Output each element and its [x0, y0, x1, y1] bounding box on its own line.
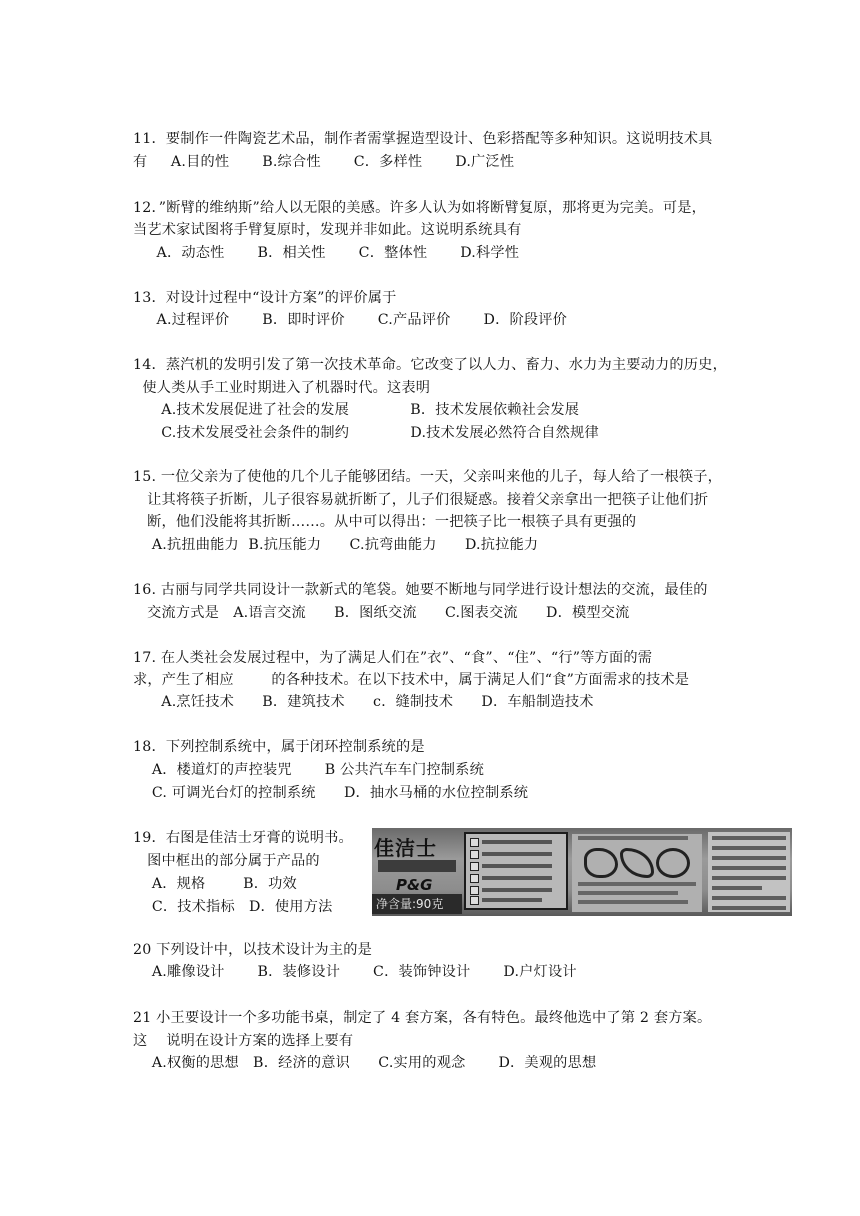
mouth-icon [656, 848, 690, 878]
q13-line-2: A.过程评价 B．即时评价 C.产品评价 D．阶段评价 [133, 312, 568, 328]
q16-line-1: 16. 古丽与同学共同设计一款新式的笔袋。她要不断地与同学进行设计想法的交流，最佳的 [133, 582, 708, 598]
brand-logo-text: 佳洁士 [374, 836, 437, 860]
q20-line-1: 20 下列设计中，以技术设计为主的是 [133, 942, 372, 958]
q15-line-1: 15. 一位父亲为了使他的几个儿子能够团结。一天，父亲叫来他的儿子，每人给了一根筷子， [133, 469, 722, 485]
q18-line-1: 18．下列控制系统中，属于闭环控制系统的是 [133, 739, 425, 755]
q20-line-2: A.雕像设计 B．装修设计 C．装饰钟设计 D.户灯设计 [133, 964, 577, 980]
net-weight-text: 净含量:90克 [372, 894, 462, 914]
ingredients-text-block [708, 832, 790, 912]
q21-line-1: 21 小王要设计一个多功能书桌，制定了 4 套方案，各有特色。最终他选中了第 2 套方案。 [133, 1010, 712, 1026]
q12-line-3: A．动态性 B．相关性 C．整体性 D.科学性 [133, 245, 520, 261]
q17-line-1: 17. 在人类社会发展过程中，为了满足人们在”衣”、“食”、“住”、“行”等方面的需 [133, 650, 653, 666]
q14-line-2: 使人类从手工业时期进入了机器时代。这表明 [133, 380, 431, 396]
q14-line-3: A.技术发展促进了社会的发展 B．技术发展依赖社会发展 [133, 402, 580, 418]
q14-line-1: 14．蒸汽机的发明引发了第一次技术革命。它改变了以人力、畜力、水力为主要动力的历史， [133, 357, 727, 373]
q21-line-3: A.权衡的思想 B．经济的意识 C.实用的观念 D．美观的思想 [133, 1055, 597, 1071]
q18-line-2: A．楼道灯的声控装咒 B 公共汽车车门控制系统 [133, 762, 484, 778]
q21-line-2: 这 说明在设计方案的选择上要有 [133, 1033, 354, 1049]
q18-line-3: C. 可调光台灯的控制系统 D．抽水马桶的水位控制系统 [133, 785, 529, 801]
q19-line-1: 19．右图是佳洁士牙膏的说明书。 [133, 830, 353, 846]
tooth-icon [584, 848, 618, 878]
q19-line-3: A．规格 B．功效 [133, 876, 297, 892]
toothpaste-label-image [372, 828, 792, 916]
pg-logo: P&G [396, 876, 433, 894]
q19-line-4: C．技术指标 D．使用方法 [133, 899, 333, 915]
q15-line-4: A.抗扭曲能力 B.抗压能力 C.抗弯曲能力 D.抗拉能力 [133, 537, 539, 553]
q12-line-2: 当艺术家试图将手臂复原时，发现并非如此。这说明系统具有 [133, 222, 522, 238]
usage-illustration [572, 834, 702, 912]
q17-line-3: A.烹饪技术 B．建筑技术 c．缝制技术 D．车船制造技术 [133, 694, 594, 710]
subtitle-bar [378, 860, 456, 872]
q17-line-2: 求，产生了相应 的各种技术。在以下技术中，属于满足人们“食”方面需求的技术是 [133, 672, 690, 688]
q11-line-2: 有 A.目的性 B.综合性 C．多样性 D.广泛性 [133, 154, 515, 170]
q16-line-2: 交流方式是 A.语言交流 B．图纸交流 C.图表交流 D．模型交流 [133, 605, 630, 621]
q15-line-2: 让其将筷子折断，儿子很容易就折断了，儿子们很疑惑。接着父亲拿出一把筷子让他们折 [133, 492, 709, 508]
q11-line-1: 11．要制作一件陶瓷艺术品，制作者需掌握造型设计、色彩搭配等多种知识。这说明技术具 [133, 131, 713, 147]
q13-line-1: 13．对设计过程中“设计方案”的评价属于 [133, 290, 397, 306]
toothbrush-icon [620, 848, 654, 878]
q14-line-4: C.技术发展受社会条件的制约 D.技术发展必然符合自然规律 [133, 425, 599, 441]
q19-line-2: 图中框出的部分属于产品的 [133, 853, 320, 869]
q12-line-1: 12．”断臂的维纳斯”给人以无限的美感。许多人认为如将断臂复原，那将更为完美。可是， [133, 200, 706, 216]
framed-section [464, 832, 568, 910]
q15-line-3: 断，他们没能将其折断……。从中可以得出：一把筷子比一根筷子具有更强的 [133, 514, 637, 530]
